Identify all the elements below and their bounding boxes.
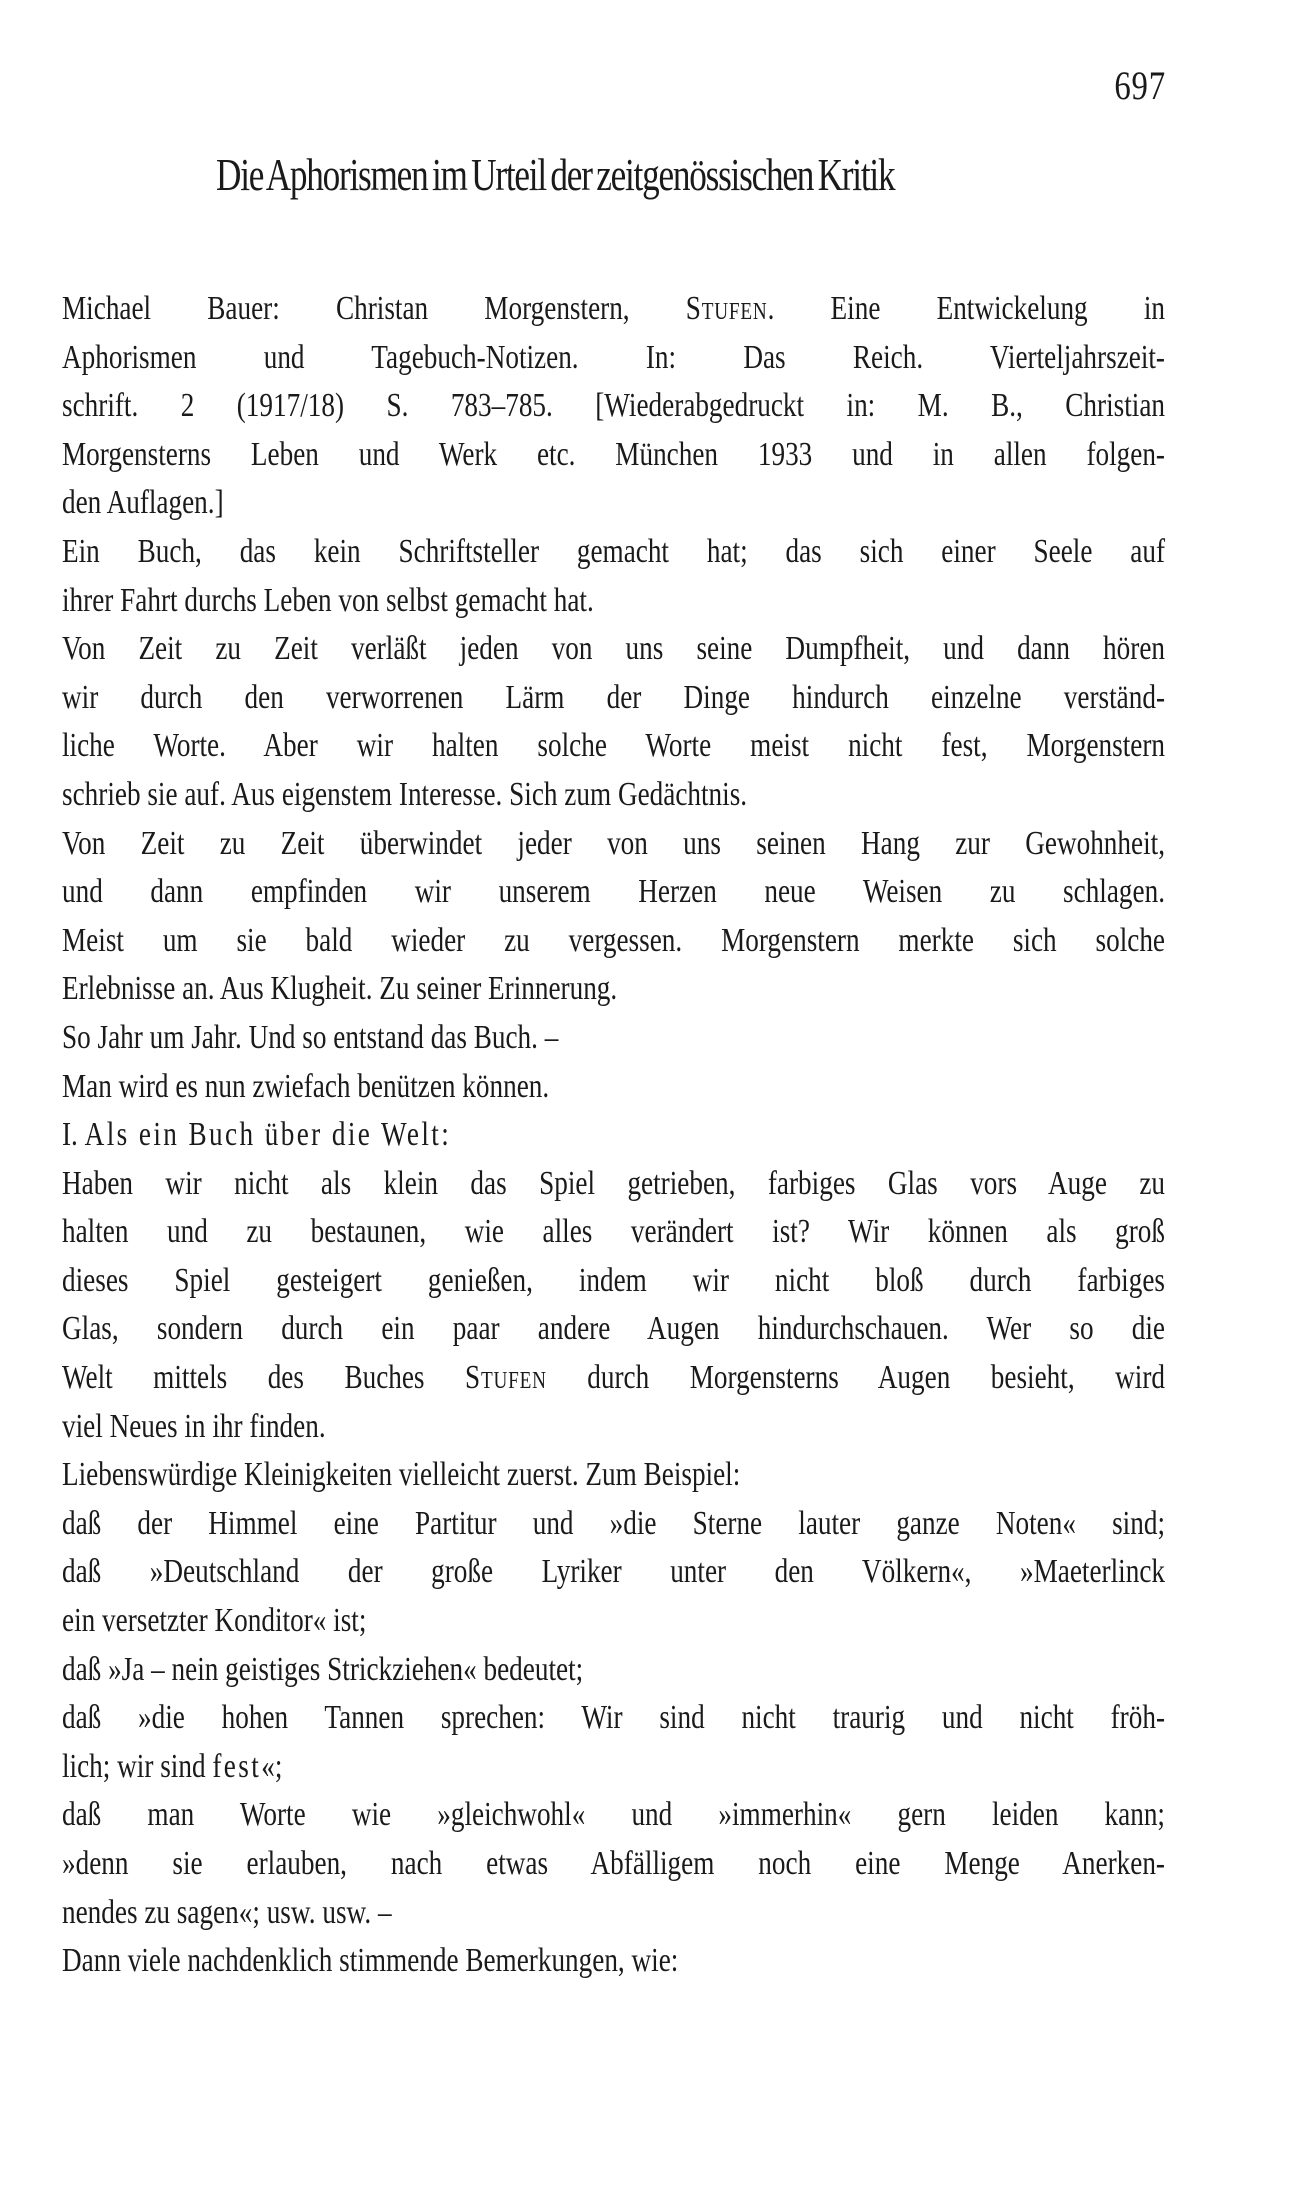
text-segment: Michael Bauer: Christan Morgenstern,	[62, 290, 686, 327]
text-segment: daß »Ja – nein geistiges Strickziehen« bedeutet;	[62, 1650, 584, 1688]
text-line-content	[62, 1111, 451, 1160]
text-line	[62, 820, 1165, 869]
text-line-content	[62, 917, 1165, 966]
text-line-content	[62, 1548, 1165, 1597]
text-line-content	[62, 1646, 583, 1695]
text-line	[62, 917, 1165, 966]
text-line	[62, 1403, 1165, 1452]
text-segment: den Auflagen.]	[62, 484, 224, 522]
text-line	[62, 1646, 1165, 1695]
text-line	[62, 431, 1165, 480]
text-line	[62, 1208, 1165, 1257]
text-line-content	[62, 1305, 1165, 1354]
text-segment: Liebenswürdige Kleinigkeiten vielleicht zuerst. Zum Beispiel:	[62, 1456, 741, 1494]
text-line	[62, 1257, 1165, 1306]
text-line-content	[62, 1063, 549, 1112]
text-segment: halten und zu bestaunen, wie alles verändert ist? Wir können als groß	[62, 1213, 1165, 1251]
text-line-content	[62, 722, 1165, 771]
text-line	[62, 1791, 1165, 1840]
text-line	[62, 1743, 1165, 1792]
text-line-content	[62, 1694, 1165, 1743]
text-line	[62, 479, 1165, 528]
text-line	[62, 771, 1165, 820]
text-segment: Glas, sondern durch ein paar andere Augen hindurchschauen. Wer so die	[62, 1310, 1165, 1348]
text-line-content	[62, 1208, 1165, 1257]
text-line-content	[62, 431, 1165, 480]
text-line	[62, 1694, 1165, 1743]
text-segment: schrieb sie auf. Aus eigenstem Interesse. Sich zum Gedächtnis.	[62, 775, 748, 813]
text-line	[62, 577, 1165, 626]
text-line	[62, 1063, 1165, 1112]
text-line	[62, 722, 1165, 771]
text-line	[62, 625, 1165, 674]
text-segment: lich; wir sind	[62, 1747, 213, 1785]
text-line	[62, 1840, 1165, 1889]
text-line-content	[62, 1791, 1165, 1840]
text-line	[62, 1451, 1165, 1500]
text-segment: daß der Himmel eine Partitur und »die Sterne lauter ganze Noten« sind;	[62, 1504, 1165, 1542]
section-heading: Die Aphorismen im Urteil der zeitgenössischen Kritik	[216, 149, 895, 200]
text-segment: dieses Spiel gesteigert genießen, indem wir nicht bloß durch farbiges	[62, 1261, 1165, 1299]
text-line-content	[62, 1014, 558, 1063]
text-line	[62, 965, 1165, 1014]
text-segment: daß »die hohen Tannen sprechen: Wir sind nicht traurig und nicht fröh-	[62, 1699, 1165, 1737]
text-segment: Erlebnisse an. Aus Klugheit. Zu seiner Erinnerung.	[62, 970, 618, 1008]
book-title-smallcaps: Stufen	[685, 290, 768, 327]
text-segment: wir durch den verworrenen Lärm der Dinge hindurch einzelne verständ-	[62, 678, 1165, 716]
book-title-smallcaps: Stufen	[465, 1359, 547, 1397]
text-line-content	[62, 1500, 1165, 1549]
text-line	[62, 1597, 1165, 1646]
text-line-content	[62, 820, 1165, 869]
text-line	[62, 1500, 1165, 1549]
text-line-content	[62, 528, 1165, 577]
text-line-content	[62, 285, 1165, 334]
text-line-content	[62, 1840, 1165, 1889]
text-segment: daß »Deutschland der große Lyriker unter den Völkern«, »Maeterlinck	[62, 1553, 1165, 1591]
text-segment: Morgensterns Leben und Werk etc. München 1933 und in allen folgen-	[62, 435, 1165, 473]
text-segment: «;	[261, 1747, 283, 1785]
text-line	[62, 1354, 1165, 1403]
text-line-content	[62, 1597, 366, 1646]
text-line-content	[62, 965, 617, 1014]
text-line-content	[62, 1743, 282, 1792]
text-line	[62, 1305, 1165, 1354]
text-segment: und dann empfinden wir unserem Herzen neue Weisen zu schlagen.	[62, 873, 1165, 911]
text-line	[62, 1160, 1165, 1209]
text-line-content	[62, 1354, 1165, 1403]
text-line	[62, 285, 1165, 334]
text-line	[62, 334, 1165, 383]
text-line-content	[62, 1257, 1165, 1306]
text-line-content	[62, 1403, 326, 1452]
text-segment: Dann viele nachdenklich stimmende Bemerkungen, wie:	[62, 1942, 679, 1980]
text-segment: liche Worte. Aber wir halten solche Worte meist nicht fest, Morgenstern	[62, 727, 1165, 765]
text-line	[62, 674, 1165, 723]
text-line-content	[62, 1889, 392, 1938]
text-line-content	[62, 1937, 678, 1986]
text-line-content	[62, 868, 1165, 917]
text-segment: Aphorismen und Tagebuch-Notizen. In: Das Reich. Vierteljahrszeit-	[62, 338, 1165, 376]
text-line-content	[62, 577, 594, 626]
spaced-emphasis: fest	[212, 1747, 262, 1785]
text-segment: »denn sie erlauben, nach etwas Abfälligem noch eine Menge Anerken-	[62, 1845, 1165, 1882]
text-segment: schrift. 2 (1917/18) S. 783–785. [Wiederabgedruckt in: M. B., Christian	[62, 387, 1165, 425]
page-number: 697	[1114, 63, 1166, 108]
text-line-content	[62, 1451, 740, 1500]
text-segment: nendes zu sagen«; usw. usw. –	[62, 1893, 392, 1931]
text-line	[62, 528, 1165, 577]
text-line	[62, 1937, 1165, 1986]
text-segment: So Jahr um Jahr. Und so entstand das Buch. –	[62, 1018, 559, 1056]
text-segment: daß man Worte wie »gleichwohl« und »immerhin« gern leiden kann;	[62, 1796, 1165, 1834]
spaced-emphasis: Als ein Buch über die Welt:	[84, 1116, 452, 1154]
text-segment: Von Zeit zu Zeit überwindet jeder von uns seinen Hang zur Gewohnheit,	[62, 824, 1165, 862]
text-line-content	[62, 334, 1165, 383]
text-line	[62, 1014, 1165, 1063]
text-line-content	[62, 771, 747, 820]
text-line	[62, 868, 1165, 917]
text-segment: I.	[62, 1116, 85, 1154]
text-line-content	[62, 625, 1165, 674]
text-segment: Welt mittels des Buches	[62, 1359, 466, 1397]
body-text	[62, 285, 1165, 1986]
text-line-content	[62, 1160, 1165, 1209]
text-segment: Ein Buch, das kein Schriftsteller gemacht hat; das sich einer Seele auf	[62, 532, 1165, 570]
text-line-content	[62, 382, 1165, 431]
text-line-content	[62, 479, 224, 528]
text-segment: Haben wir nicht als klein das Spiel getrieben, farbiges Glas vors Auge zu	[62, 1164, 1165, 1202]
text-segment: durch Morgensterns Augen besieht, wird	[546, 1359, 1165, 1397]
text-segment: ein versetzter Konditor« ist;	[62, 1602, 367, 1640]
text-segment: Von Zeit zu Zeit verläßt jeden von uns seine Dumpfheit, und dann hören	[62, 630, 1165, 668]
text-line	[62, 1548, 1165, 1597]
text-segment: viel Neues in ihr finden.	[62, 1407, 326, 1445]
text-line	[62, 1889, 1165, 1938]
text-line	[62, 1111, 1165, 1160]
text-segment: Meist um sie bald wieder zu vergessen. Morgenstern merkte sich solche	[62, 921, 1165, 959]
text-line	[62, 382, 1165, 431]
text-segment: Man wird es nun zwiefach benützen können.	[62, 1067, 550, 1105]
text-segment: . Eine Entwickelung in	[767, 290, 1165, 327]
text-line-content	[62, 674, 1165, 723]
text-segment: ihrer Fahrt durchs Leben von selbst gemacht hat.	[62, 581, 594, 619]
